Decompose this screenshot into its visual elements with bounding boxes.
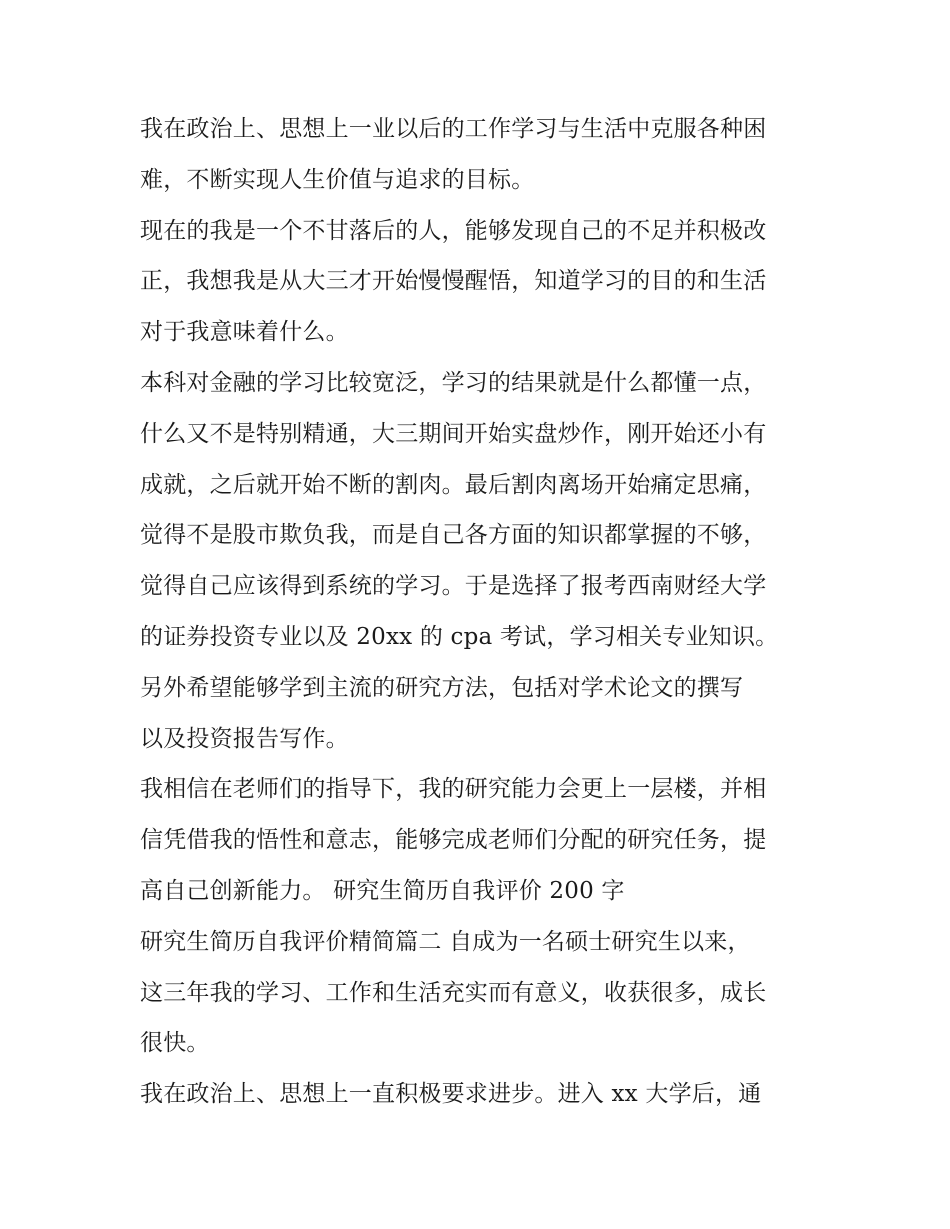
text-line: 我相信在老师们的指导下，我的研究能力会更上一层楼，并相 <box>140 776 767 803</box>
text-line: 我在政治上、思想上一业以后的工作学习与生活中克服各种困 <box>140 116 767 142</box>
text-line: 难，不断实现人生价值与追求的目标。 <box>140 166 535 193</box>
text-line: 这三年我的学习、工作和生活充实而有意义，收获很多，成长 <box>140 979 767 1006</box>
text-line: 的证券投资专业以及 20xx 的 cpa 考试，学习相关专业知识。 <box>140 623 779 650</box>
text-line: 信凭借我的悟性和意志，能够完成老师们分配的研究任务，提 <box>140 827 767 854</box>
text-line: 觉得不是股市欺负我，而是自己各方面的知识都掌握的不够， <box>140 522 767 549</box>
text-line: 对于我意味着什么。 <box>140 319 349 346</box>
text-line: 本科对金融的学习比较宽泛，学习的结果就是什么都懂一点， <box>140 369 767 396</box>
text-line: 很快。 <box>140 1030 210 1057</box>
text-line: 研究生简历自我评价精简篇二 自成为一名硕士研究生以来， <box>140 928 751 955</box>
text-line: 我在政治上、思想上一直积极要求进步。进入 xx 大学后，通 <box>140 1081 762 1108</box>
text-line: 另外希望能够学到主流的研究方法，包括对学术论文的撰写 <box>140 674 744 701</box>
text-line: 现在的我是一个不甘落后的人，能够发现自己的不足并积极改 <box>140 217 767 244</box>
text-line: 成就，之后就开始不断的割肉。最后割肉离场开始痛定思痛， <box>140 471 767 498</box>
text-line: 以及投资报告写作。 <box>140 725 349 752</box>
document-body <box>140 109 820 1125</box>
text-line: 正，我想我是从大三才开始慢慢醒悟，知道学习的目的和生活 <box>140 268 767 295</box>
text-line: 什么又不是特别精通，大三期间开始实盘炒作，刚开始还小有 <box>140 420 767 447</box>
text-line: 高自己创新能力。 研究生简历自我评价 200 字 <box>140 877 625 904</box>
text-line: 觉得自己应该得到系统的学习。于是选择了报考西南财经大学 <box>140 573 767 600</box>
